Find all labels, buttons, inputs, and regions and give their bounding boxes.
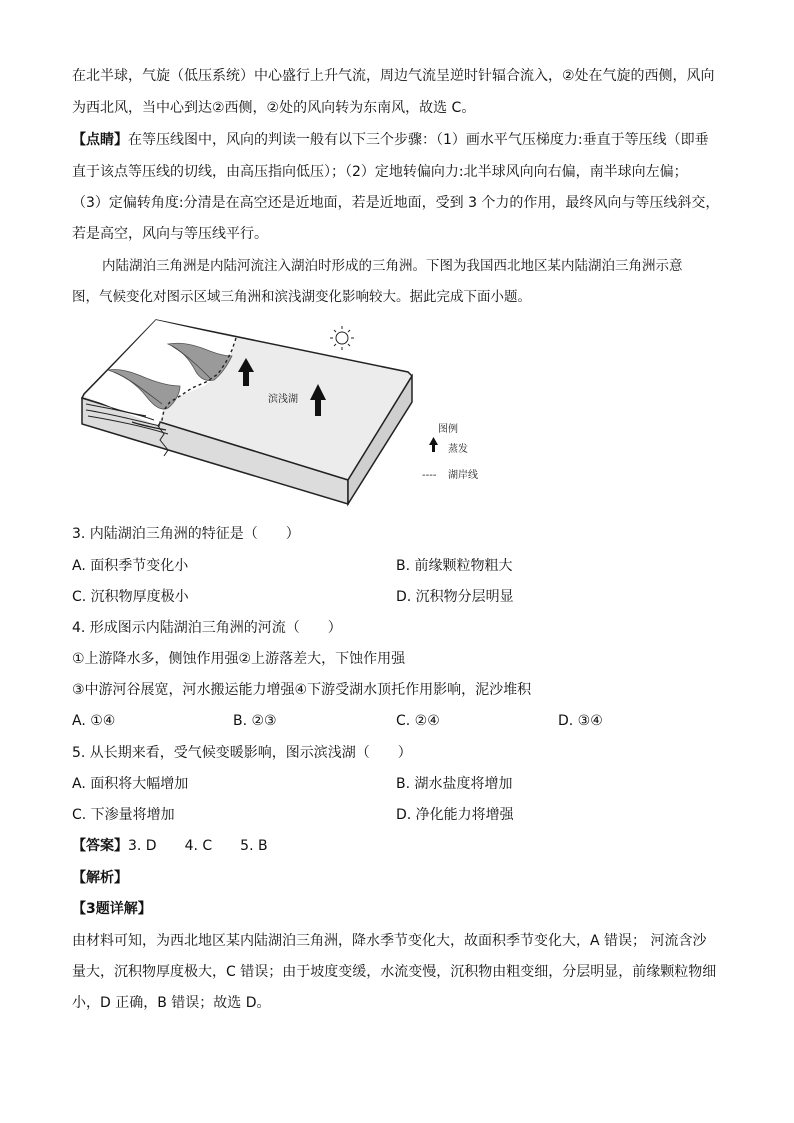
q4-statements-line: ①上游降水多，侧蚀作用强②上游落差大，下蚀作用强 [72,651,406,667]
question-5-stem: 5. 从长期来看，受气候变暖影响，图示滨浅湖（ ） [72,745,412,761]
lake-label: 滨浅湖 [268,394,298,405]
q3-option-d: D. 沉积物分层明显 [396,589,514,605]
tip-label: 【点睛】 [72,132,128,148]
q4-option-c: C. ②④ [396,713,440,729]
q3-option-a: A. 面积季节变化小 [72,558,189,574]
delta-diagram [72,316,512,516]
sun-icon [330,326,354,350]
text-line: 若是高空，风向与等压线平行。 [72,226,268,242]
text-line: 在北半球，气旋（低压系统）中心盛行上升气流，周边气流呈逆时针辐合流入，②处在气旋的西侧，风向 [72,68,715,84]
answer-label: 【答案】 [72,838,128,854]
delta-diagram-svg [72,316,512,516]
question-4-stem: 4. 形成图示内陆湖泊三角洲的河流（ ） [72,620,342,636]
answer-line [72,836,268,856]
detail-line: 由材料可知，为西北地区某内陆湖泊三角洲，降水季节变化大，故面积季节变化大，A 错误； 河流含沙 [72,933,707,949]
q3-option-b: B. 前缘颗粒物粗大 [396,558,513,574]
intro-line: 图，气候变化对图示区域三角洲和滨浅湖变化影响较大。据此完成下面小题。 [72,289,531,305]
q4-option-a: A. ①④ [72,713,116,729]
tip-paragraph-line [72,130,709,150]
intro-line: 内陆湖泊三角洲是内陆河流注入湖泊时形成的三角洲。下图为我国西北地区某内陆湖泊三角洲示意 [102,258,683,274]
tip-text: 在等压线图中，风向的判读一般有以下三个步骤：（1）画水平气压梯度力:垂直于等压线（即垂 [128,132,709,148]
detail-label: 【3题详解】 [72,901,152,917]
analysis-label: 【解析】 [72,870,128,886]
detail-line: 小，D 正确，B 错误；故选 D。 [72,995,271,1011]
q4-option-d: D. ③④ [558,713,603,729]
legend-evaporation-arrow [429,437,438,452]
text-line: （3）定偏转角度:分清是在高空还是近地面，若是近地面，受到 3 个力的作用，最终风向与等压线斜交， [72,195,720,211]
q5-option-b: B. 湖水盐度将增加 [396,776,513,792]
text-line: 直于该点等压线的切线，由高压指向低压）；（2）定地转偏向力:北半球风向向右偏，南半球向左偏； [72,164,688,180]
legend-title: 图例 [438,424,458,435]
legend-shoreline-symbol: ---- [422,470,437,481]
q5-option-a: A. 面积将大幅增加 [72,776,189,792]
question-3-stem: 3. 内陆湖泊三角洲的特征是（ ） [72,526,300,542]
legend-shoreline-label: 湖岸线 [448,470,478,481]
q3-option-c: C. 沉积物厚度极小 [72,589,189,605]
legend-evaporation-label: 蒸发 [448,444,468,455]
q4-option-b: B. ②③ [233,713,277,729]
q4-statements-line: ③中游河谷展宽，河水搬运能力增强④下游受湖水顶托作用影响，泥沙堆积 [72,682,532,698]
answer-text: 3. D 4. C 5. B [128,838,268,854]
q5-option-c: C. 下渗量将增加 [72,807,175,823]
detail-line: 量大，沉积物厚度极大，C 错误；由于坡度变缓，水流变慢，沉积物由粗变细，分层明显，前缘颗粒物细 [72,964,717,980]
q5-option-d: D. 净化能力将增强 [396,807,514,823]
text-line: 为西北风，当中心到达②西侧，②处的风向转为东南风，故选 C。 [72,100,476,116]
